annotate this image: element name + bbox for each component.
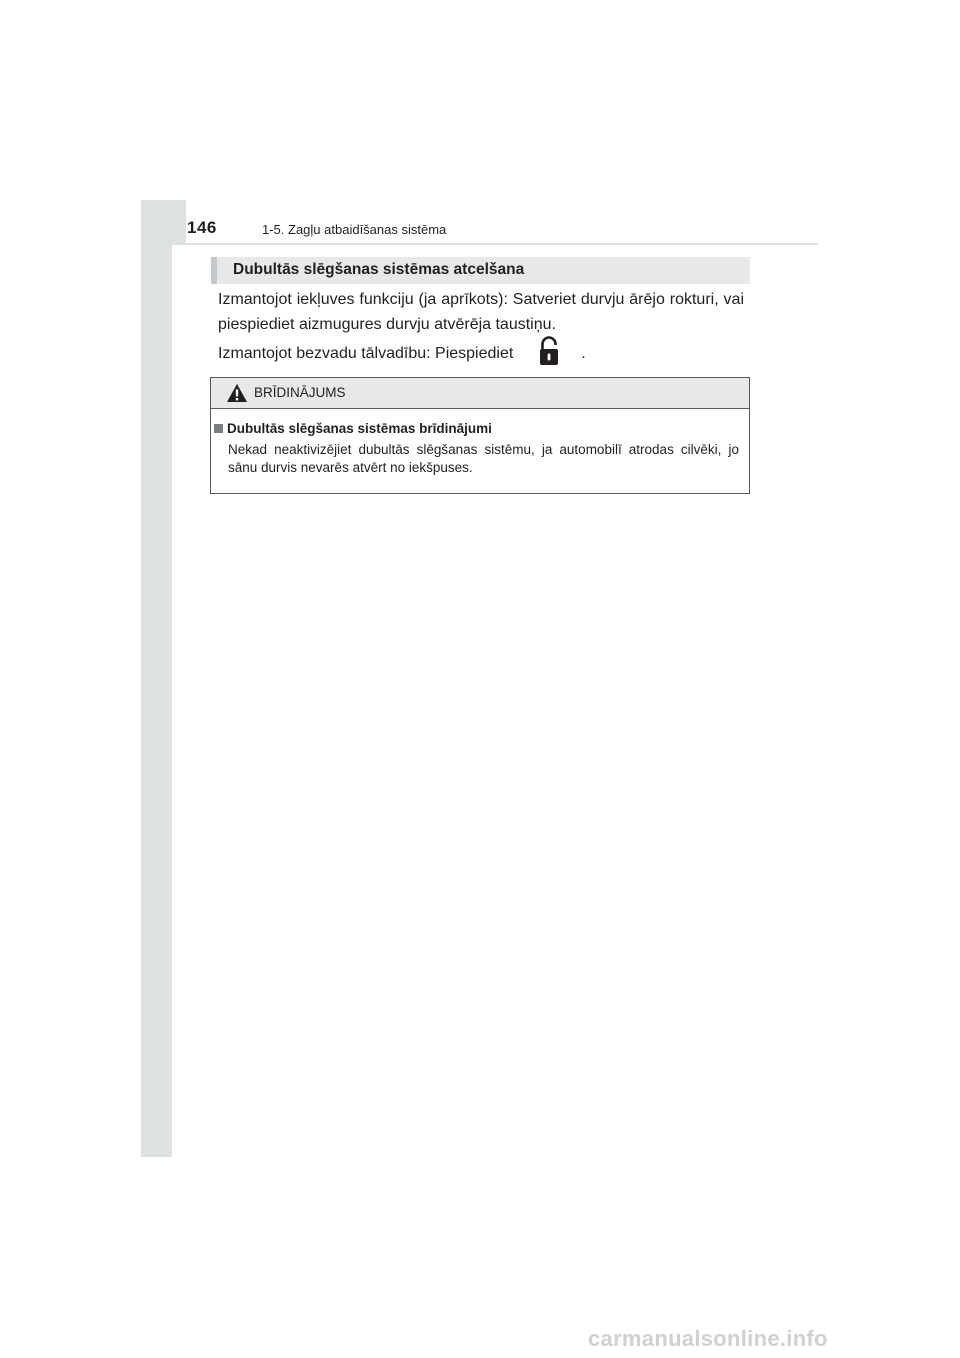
page-number: 146 xyxy=(187,218,217,237)
paragraph-remote-text: Izmantojot bezvadu tālvadību: Piespiediet xyxy=(218,345,514,362)
warning-subheading xyxy=(214,421,492,436)
watermark: carmanualsonline.info xyxy=(588,1326,828,1351)
warning-text: Nekad neaktivizējiet dubultās slēgšanas sistēmu, ja automobilī atrodas cilvēki, jo sānu durvis nevarēs atvērt no iekšpuses. xyxy=(228,442,739,475)
paragraph-remote-period: . xyxy=(581,345,586,362)
warning-header xyxy=(211,378,749,409)
header-divider xyxy=(141,243,818,245)
section-heading: Dubultās slēgšanas sistēmas atcelšana xyxy=(233,261,525,278)
warning-triangle-icon xyxy=(226,383,248,403)
warning-title: BRĪDINĀJUMS xyxy=(254,385,346,400)
section-heading-box xyxy=(211,257,750,284)
page-number-tab xyxy=(141,200,186,244)
unlock-icon xyxy=(539,336,559,366)
warning-subheading-text: Dubultās slēgšanas sistēmas brīdinājumi xyxy=(227,421,492,436)
warning-box xyxy=(210,377,750,494)
paragraph-remote-control xyxy=(218,341,744,366)
side-margin-band xyxy=(141,200,172,1157)
running-header: 1-5. Zagļu atbaidīšanas sistēma xyxy=(262,222,447,237)
bullet-square-icon xyxy=(214,424,223,433)
paragraph-entry-function: Izmantojot iekļuves funkciju (ja aprīkots): Satveriet durvju ārējo rokturi, vai piespiediet aizmugures durvju atvērēja taustiņu. xyxy=(218,291,744,333)
